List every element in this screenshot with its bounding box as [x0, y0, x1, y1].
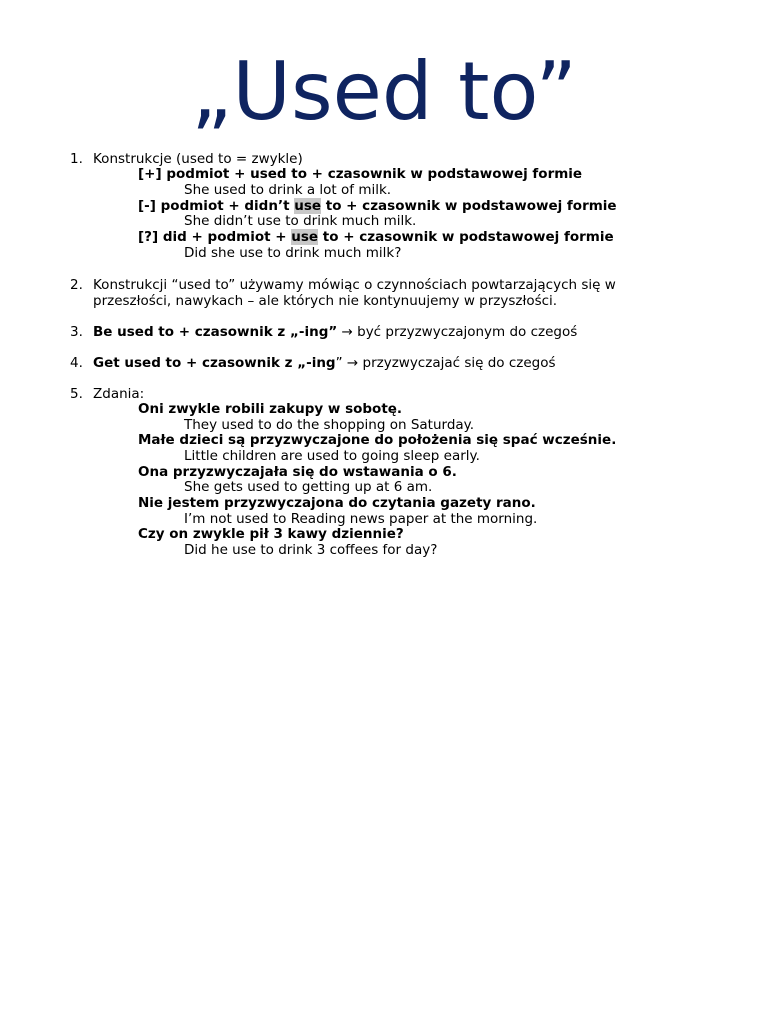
list-item-text: Be used to + czasownik z „-ing” → być przyzwyczajonym do czegoś [93, 324, 578, 340]
highlighted-word: use [294, 198, 322, 214]
highlighted-word: use [291, 229, 319, 245]
list-item-text: Zdania: [93, 386, 145, 402]
sentence-english: She gets used to getting up at 6 am. [184, 479, 433, 495]
sentence-english: I’m not used to Reading news paper at the morning. [184, 511, 538, 527]
rule-question: [?] did + podmiot + use to + czasownik w podstawowej formie [138, 229, 614, 245]
rule-example: She didn’t use to drink much milk. [184, 213, 417, 229]
sentence-polish: Ona przyzwyczajała się do wstawania o 6. [138, 464, 457, 480]
sentence-polish: Małe dzieci są przyzwyczajone do położenia się spać wcześnie. [138, 432, 617, 448]
sentence-polish: Czy on zwykle pił 3 kawy dziennie? [138, 526, 404, 542]
sentence-polish: Nie jestem przyzwyczajona do czytania gazety rano. [138, 495, 536, 511]
list-number: 3. [70, 324, 83, 340]
rule-affirmative: [+] podmiot + used to + czasownik w podstawowej formie [138, 166, 583, 182]
rule-negative: [-] podmiot + didn’t use to + czasownik w podstawowej formie [138, 198, 617, 214]
rule-example: Did she use to drink much milk? [184, 245, 402, 261]
list-item-text: Konstrukcji “used to” używamy mówiąc o czynnościach powtarzających się w [93, 277, 616, 293]
rule-example: She used to drink a lot of milk. [184, 182, 392, 198]
list-number: 5. [70, 386, 83, 402]
page-title: „Used to” [190, 45, 577, 138]
sentence-english: They used to do the shopping on Saturday. [184, 417, 475, 433]
list-item-text: Get used to + czasownik z „-ing” → przyzwyczajać się do czegoś [93, 355, 556, 371]
list-item-text: przeszłości, nawykach – ale których nie kontynuujemy w przyszłości. [93, 293, 558, 309]
list-item-text: Konstrukcje (used to = zwykle) [93, 151, 303, 167]
sentence-english: Little children are used to going sleep early. [184, 448, 480, 464]
list-number: 4. [70, 355, 83, 371]
list-number: 1. [70, 151, 83, 167]
sentence-english: Did he use to drink 3 coffees for day? [184, 542, 438, 558]
list-number: 2. [70, 277, 83, 293]
sentence-polish: Oni zwykle robili zakupy w sobotę. [138, 401, 403, 417]
